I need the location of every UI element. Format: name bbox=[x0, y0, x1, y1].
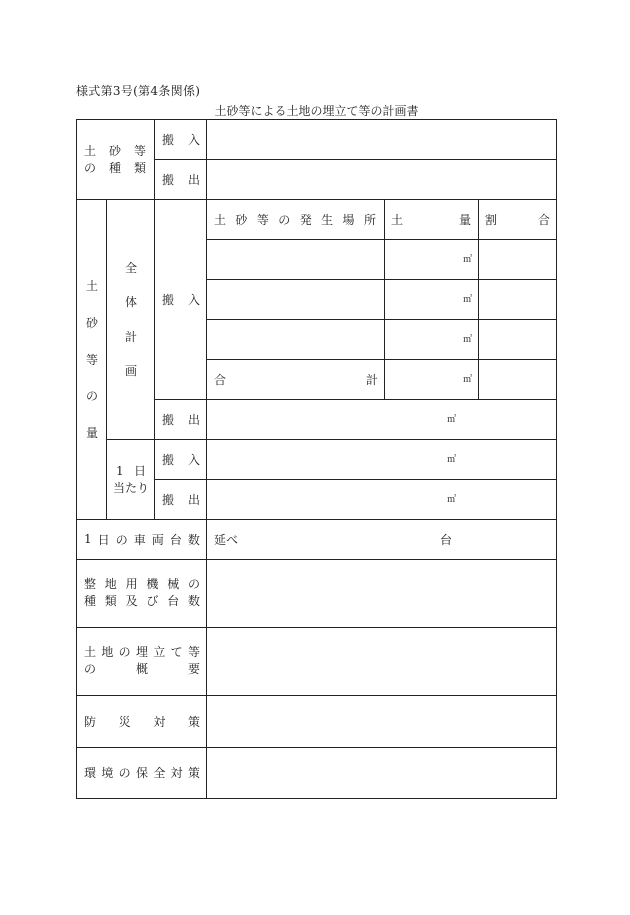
machinery-label: 整 地 用 機 械 の 種 類 及 び 台 数 bbox=[84, 577, 200, 608]
ratio-field-2[interactable] bbox=[479, 280, 556, 319]
vehicle-unit: 台 bbox=[440, 533, 453, 547]
overall-out-field[interactable] bbox=[207, 400, 556, 439]
cubic-meter-unit: ㎥ bbox=[462, 255, 472, 265]
cubic-meter-unit: ㎥ bbox=[462, 295, 472, 305]
total-volume-field[interactable] bbox=[385, 360, 478, 399]
disaster-prevention-field[interactable] bbox=[207, 696, 556, 747]
daily-out-label: 搬 出 bbox=[162, 492, 200, 507]
cubic-meter-unit: ㎥ bbox=[462, 375, 472, 385]
total-ratio-field[interactable] bbox=[479, 360, 556, 399]
daily-vehicle-count-label: 1 日 の 車 両 台 数 bbox=[84, 532, 200, 547]
cubic-meter-unit: ㎥ bbox=[462, 335, 472, 345]
ratio-field-3[interactable] bbox=[479, 320, 556, 359]
reclamation-outline-label: 土 地 の 埋 立 て 等 の 概 要 bbox=[84, 645, 200, 676]
soil-type-out-field[interactable] bbox=[207, 160, 556, 199]
soil-type-in-label: 搬 入 bbox=[162, 132, 200, 147]
cubic-meter-unit: ㎥ bbox=[446, 415, 456, 425]
environmental-protection-field[interactable] bbox=[207, 748, 556, 798]
ratio-field-1[interactable] bbox=[479, 240, 556, 279]
soil-type-out-label: 搬 出 bbox=[162, 172, 200, 187]
overall-out-label: 搬 出 bbox=[162, 412, 200, 427]
plan-form-table bbox=[76, 119, 557, 799]
daily-in-label: 搬 入 bbox=[162, 452, 200, 467]
soil-quantity-label: 土 砂 等 の 量 bbox=[85, 279, 98, 440]
source-location-field-3[interactable] bbox=[207, 320, 384, 359]
form-title: 土砂等による土地の埋立て等の計画書 bbox=[214, 104, 419, 118]
machinery-field[interactable] bbox=[207, 560, 556, 627]
soil-volume-field-1[interactable] bbox=[385, 240, 478, 279]
total-prefix: 延べ bbox=[214, 533, 239, 547]
vehicle-count-field[interactable] bbox=[207, 520, 556, 559]
soil-volume-field-2[interactable] bbox=[385, 280, 478, 319]
reclamation-outline-field[interactable] bbox=[207, 628, 556, 695]
soil-volume-field-3[interactable] bbox=[385, 320, 478, 359]
ratio-header: 割 合 bbox=[485, 212, 550, 227]
form-number-label: 様式第3号(第4条関係) bbox=[76, 84, 201, 98]
daily-out-field[interactable] bbox=[207, 480, 556, 519]
total-label: 合 計 bbox=[214, 372, 378, 387]
soil-type-label: 土 砂 等 の 種 類 bbox=[84, 144, 146, 175]
environmental-protection-label: 環 境 の 保 全 対 策 bbox=[84, 766, 200, 780]
cubic-meter-unit: ㎥ bbox=[446, 455, 456, 465]
overall-in-label: 搬 入 bbox=[162, 292, 200, 307]
per-day-label: 1 日 当たり bbox=[112, 464, 149, 495]
soil-volume-header: 土 量 bbox=[391, 212, 471, 227]
source-location-field-1[interactable] bbox=[207, 240, 384, 279]
daily-in-field[interactable] bbox=[207, 440, 556, 479]
source-location-field-2[interactable] bbox=[207, 280, 384, 319]
cubic-meter-unit: ㎥ bbox=[446, 495, 456, 505]
soil-type-in-field[interactable] bbox=[207, 120, 556, 159]
source-location-header: 土 砂 等 の 発 生 場 所 bbox=[214, 212, 376, 227]
overall-plan-label: 全 体 計 画 bbox=[124, 261, 137, 378]
disaster-prevention-label: 防 災 対 策 bbox=[84, 714, 200, 729]
